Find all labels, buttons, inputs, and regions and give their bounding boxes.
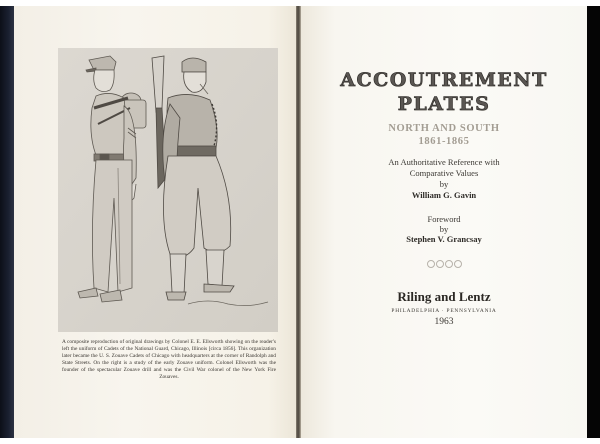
soldier-drawings-icon <box>58 48 278 332</box>
description-line-1: An Authoritative Reference with <box>388 157 500 167</box>
frontispiece-illustration <box>58 48 278 332</box>
title-line-2: PLATES <box>397 93 491 115</box>
foreword-block <box>301 214 587 234</box>
publication-year: 1963 <box>434 317 454 327</box>
publisher-name: Riling and Lentz <box>397 289 491 304</box>
foreword-by-label: by <box>439 224 449 234</box>
by-label: by <box>439 179 449 189</box>
title-line-1: ACCOUTREMENT <box>340 69 548 91</box>
subtitle-line-2: 1861-1865 <box>418 136 470 147</box>
author-name: William G. Gavin <box>411 190 477 200</box>
subtitle-line-1: NORTH AND SOUTH <box>388 123 500 134</box>
book-description <box>301 157 587 190</box>
foreword-author: Stephen V. Grancsay <box>406 234 482 244</box>
linked-circles-ornament-icon <box>301 260 587 268</box>
illustration-caption: A composite reproduction of original drawings by Colonel E. E. Ellsworth showing on the reader's left the uniform of Cadets of the National Guard, Chicago, Illinois [circa 1856]. This organization later became the U. S. Zouave Cadets of Chicago with headquarters at the corner of Randolph and State Streets. On the right is a study of the early Zouave uniform. Colonel Ellsworth was the founder of the spectacular Zouave drill and was the Civil War colonel of the New York Fire Zouaves. <box>62 339 276 381</box>
foreword-label: Foreword <box>427 214 461 224</box>
title-page <box>301 6 587 327</box>
binding-edge-left <box>0 6 14 438</box>
book-subtitle <box>301 122 587 148</box>
binding-edge-right <box>587 6 600 438</box>
book-title <box>301 68 587 116</box>
description-line-2: Comparative Values <box>409 168 479 178</box>
publisher-place: PHILADELPHIA · PENNSYLVANIA <box>391 308 497 314</box>
